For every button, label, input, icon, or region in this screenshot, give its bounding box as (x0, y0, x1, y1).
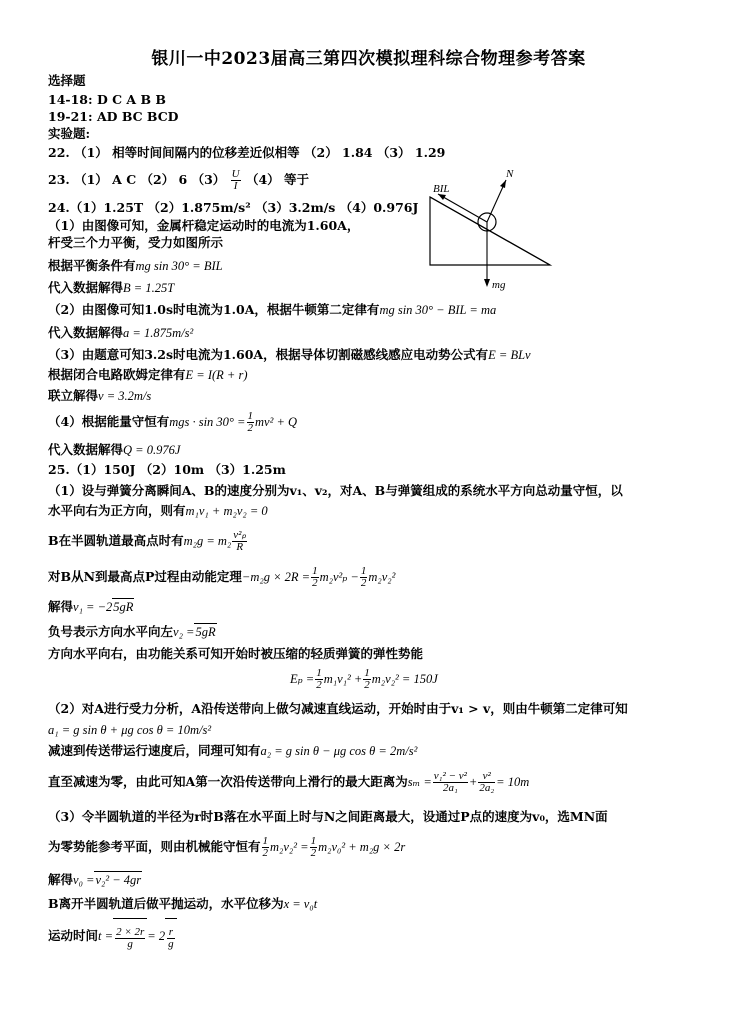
q25-1-line-g: 方向水平向右，由功能关系可知开始时被压缩的轻质弹簧的弹性势能 (48, 646, 424, 661)
q24-3-line-c (48, 388, 151, 404)
q25-1c-num: v²ₚ (233, 529, 247, 541)
q23-frac-den: I (233, 180, 238, 192)
q25-2c-eq: a₂ = g sin θ − μg cos θ = 2m/s² (260, 744, 418, 758)
section-choice-header: 选择题 (48, 73, 86, 88)
section-experiment-header: 实验题: (48, 126, 91, 141)
q23-answer (48, 168, 309, 192)
q25-3b-text: 为零势能参考平面，则由机械能守恒有 (48, 839, 261, 854)
half-den: 2 (360, 577, 367, 589)
q24-3b-text: 根据闭合电路欧姆定律有 (48, 367, 186, 382)
q25-3c-sq: v₂² − 4gr (95, 873, 142, 887)
q25-2d-text: 直至减速为零，由此可知A第一次沿传送带向上滑行的最大距离为 (48, 774, 408, 789)
q25-3-line-a: （3）令半圆轨道的半径为r时B落在水平面上时与N之间距离最大，设通过P点的速度为v₀，选MN面 (48, 809, 608, 824)
force-diagram (400, 165, 560, 295)
q25-1d-eq1: −m₂g × 2R = (241, 570, 311, 584)
q25-3-line-e (48, 918, 177, 955)
q25-1h-eq3: m₂v₂² = 150J (371, 672, 438, 686)
arrowhead-mg (484, 279, 490, 287)
q25-1f-text: 负号表示方向水平向左 (48, 624, 174, 639)
q25-2-line-d: 直至减速为零，由此可知A第一次沿传送带向上滑行的最大距离为sₘ = $\frac{\text{v₁² − v²}}{\text{2a₁}}$ + $\frac{\text{v²}}{\text{2a₂}}$ = 10m (48, 770, 530, 794)
force-bil-arrow (438, 194, 487, 222)
q22-answer: 22. （1） 相等时间间隔内的位移差近似相等 （2） 1.84 （3） 1.29 (48, 145, 446, 160)
q25-1-line-f (48, 623, 217, 640)
q25-3e-den2: g (168, 937, 174, 950)
q25-3d-text: B离开半圆轨道后做平抛运动，水平位移为 (48, 896, 284, 911)
half-fraction (310, 836, 318, 859)
q24-1-line-b: 杆受三个力平衡，受力如图所示 (48, 235, 224, 250)
q23-frac-num: U (231, 168, 240, 180)
q24-1c-text: 根据平衡条件有 (48, 258, 136, 273)
q24-4-line-b (48, 442, 180, 458)
q24-1-line-c (48, 258, 223, 274)
half-den: 2 (364, 679, 370, 691)
q25-2-line-b (48, 722, 211, 738)
label-n: N (506, 168, 514, 180)
q25-answers: 25.（1）150J （2）10m （3）1.25m (48, 462, 286, 477)
q24-4a-eq1: mgs · sin 30° = (169, 415, 246, 429)
q25-2d-frac2 (478, 771, 495, 794)
half-den: 2 (247, 422, 253, 434)
q25-1e-text: 解得 (48, 599, 74, 614)
half-fraction (315, 668, 323, 691)
q25-3e-num: 2 × 2r (116, 925, 145, 938)
q25-1b-eq: m₁v₁ + m₂v₂ = 0 (185, 504, 268, 518)
arrowhead-n (500, 180, 506, 188)
q24-2-line-b (48, 325, 193, 341)
label-bil: BIL (433, 183, 450, 195)
q24-1-line-a: （1）由图像可知，金属杆稳定运动时的电流为1.60A， (48, 218, 360, 233)
half-den: 2 (316, 679, 322, 691)
half-fraction (262, 836, 270, 859)
half-fraction (247, 411, 255, 434)
q25-3e-num2: r (168, 925, 173, 938)
q24-1d-text: 代入数据解得 (48, 280, 124, 295)
q25-1c-frac (232, 530, 247, 553)
q24-3-line-b (48, 367, 248, 383)
q25-1f-eq: v₂ = (173, 625, 195, 639)
q24-3c-text: 联立解得 (48, 388, 99, 403)
q25-3e-eq2: = 2 (147, 929, 166, 943)
choice-answers-14-18: 14-18: D C A B B (48, 92, 166, 107)
half-num: 1 (360, 565, 367, 577)
q24-answers: 24.（1）1.25T （2）1.875m/s² （3）3.2m/s （4）0.976J (48, 200, 419, 215)
sqrt-radicand (165, 918, 177, 955)
q24-3-line-a (48, 347, 531, 363)
q25-2d-num1: v₁² − v² (433, 770, 467, 782)
q24-4b-text: 代入数据解得 (48, 442, 124, 457)
q25-1d-text: 对B从N到最高点P过程由动能定理 (48, 569, 242, 584)
q24-3b-eq: E = I(R + r) (185, 368, 248, 382)
q24-4a-text: （4）根据能量守恒有 (48, 414, 170, 429)
sqrt-radicand (112, 598, 134, 615)
q25-3e-eq: t = (98, 929, 114, 943)
half-num: 1 (364, 667, 370, 679)
q24-2b-eq: a = 1.875m/s² (123, 326, 194, 340)
q25-1b-text: 水平向右为正方向，则有 (48, 503, 186, 518)
q24-4b-eq: Q = 0.976J (123, 443, 181, 457)
q25-3e-text: 运动时间 (48, 928, 99, 943)
q25-2d-eq3: = 10m (496, 775, 530, 789)
q25-3e-frac2 (167, 927, 175, 950)
half-num: 1 (247, 410, 253, 422)
q25-3-line-c (48, 871, 142, 888)
q25-2c-text: 减速到传送带运行速度后，同理可知有 (48, 743, 261, 758)
q25-1h-eq2: m₁v₁² + (323, 672, 363, 686)
sqrt-radicand (94, 871, 142, 888)
half-fraction (363, 668, 371, 691)
q25-1d-eq2: m₂v²ₚ − (319, 570, 359, 584)
q25-1-line-a: （1）设与弹簧分离瞬间A、B的速度分别为v₁、v₂，对A、B与弹簧组成的系统水平方向总动量守恒，以 (48, 483, 623, 498)
sqrt-radicand (113, 918, 147, 955)
half-num: 1 (316, 667, 322, 679)
half-den: 2 (310, 847, 317, 859)
q24-4-line-a (48, 408, 297, 436)
q25-1-line-c (48, 526, 248, 556)
q25-1c-eq: m₂g = m₂ (183, 534, 232, 548)
q25-3-line-b (48, 832, 405, 862)
q24-2a-eq: mg sin 30° − BIL = ma (379, 303, 497, 317)
q25-1c-den: R (236, 541, 244, 553)
q25-1-line-b (48, 503, 268, 519)
q25-1e-eq: v₁ = −2 (73, 600, 113, 614)
q23-text-2: （4） 等于 (245, 172, 310, 187)
q25-2d-eq0: sₘ = (407, 775, 432, 789)
page-title: 银川一中2023届高三第四次模拟理科综合物理参考答案 (151, 49, 586, 69)
q25-3d-eq: x = v₀t (283, 897, 318, 911)
q25-1-line-e (48, 598, 134, 615)
q23-text: 23. （1） A C （2） 6 （3） (48, 172, 226, 187)
q25-1-line-d (48, 563, 395, 591)
q25-1f-sq: 5gR (195, 625, 216, 639)
q25-2b-eq: a₁ = g sin θ + μg cos θ = 10m/s² (48, 723, 212, 737)
q25-3c-eq: v₀ = (73, 873, 95, 887)
q24-1d-eq: B = 1.25T (123, 281, 175, 295)
label-mg: mg (492, 279, 506, 291)
q25-1d-eq3: m₂v₂² (368, 570, 396, 584)
half-den: 2 (312, 577, 318, 589)
q25-3b-eq2: m₂v₀² + m₂g × 2r (318, 840, 406, 854)
q24-2-line-a (48, 302, 496, 318)
q25-2-line-a: （2）对A进行受力分析，A沿传送带向上做匀减速直线运动，开始时由于v₁ > v，则由牛顿第二定律可知 (48, 701, 628, 716)
q24-1c-eq: mg sin 30° = BIL (135, 259, 223, 273)
half-den: 2 (262, 847, 269, 859)
q25-1c-text: B在半圆轨道最高点时有 (48, 533, 184, 548)
q25-3e-frac (115, 927, 145, 950)
q25-1-line-h (290, 665, 438, 693)
q24-1-line-d (48, 280, 174, 296)
sqrt-radicand (194, 623, 216, 640)
half-fraction (311, 566, 319, 589)
q25-2d-den2: 2a₂ (479, 782, 495, 794)
q25-3c-text: 解得 (48, 872, 74, 887)
q25-2d-frac1 (433, 771, 468, 794)
q25-3-line-d (48, 896, 317, 912)
half-fraction (360, 566, 368, 589)
q23-fraction (231, 169, 241, 192)
q25-2d-num2: v² (478, 771, 495, 783)
q24-3a-eq: E = BLv (488, 348, 531, 362)
q25-3b-eq1: m₂v₂² = (270, 840, 309, 854)
q25-2-line-c (48, 743, 417, 759)
half-num: 1 (312, 565, 318, 577)
q24-2b-text: 代入数据解得 (48, 325, 124, 340)
half-num: 1 (310, 835, 317, 847)
q25-3e-den: g (127, 937, 133, 950)
half-num: 1 (262, 835, 269, 847)
q25-1h-eq1: Eₚ = (290, 672, 315, 686)
choice-answers-19-21: 19-21: AD BC BCD (48, 109, 179, 124)
q25-1e-sq: 5gR (113, 600, 134, 614)
q24-2a-text: （2）由图像可知1.0s时电流为1.0A，根据牛顿第二定律有 (48, 302, 380, 317)
q24-3a-text: （3）由题意可知3.2s时电流为1.60A，根据导体切割磁感线感应电动势公式有 (48, 347, 489, 362)
q24-4a-eq2: mv² + Q (255, 415, 298, 429)
q25-2d-den1: 2a₁ (442, 782, 458, 794)
q24-3c-eq: v = 3.2m/s (98, 389, 152, 403)
